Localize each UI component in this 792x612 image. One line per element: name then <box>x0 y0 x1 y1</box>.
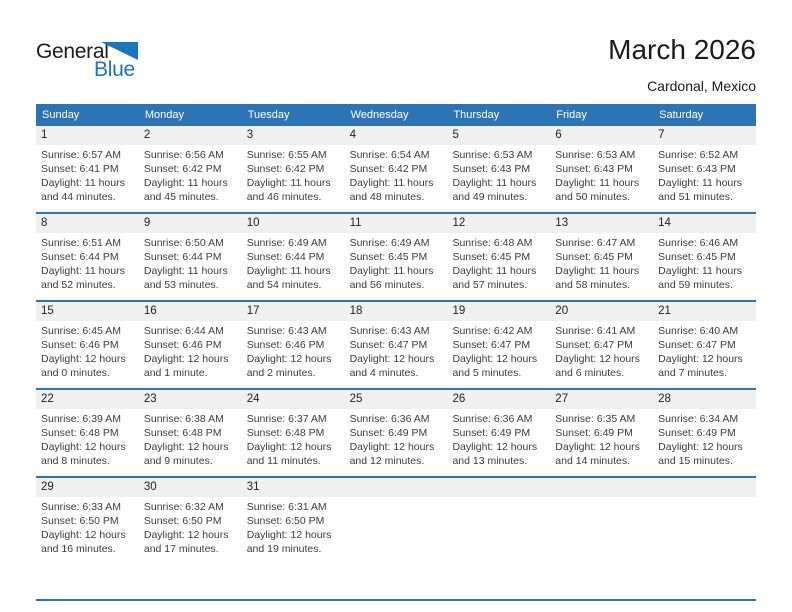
day-detail-line: Sunrise: 6:35 AM <box>555 413 636 425</box>
day-detail-line: and 46 minutes. <box>246 191 322 203</box>
day-number: 22 <box>41 393 54 405</box>
day-detail-line: and 57 minutes. <box>452 279 528 291</box>
day-detail-line: and 9 minutes. <box>143 455 213 467</box>
day-detail-line: Sunset: 6:44 PM <box>41 251 119 263</box>
weekday-header-row <box>36 104 756 126</box>
day-number: 10 <box>246 217 260 229</box>
day-detail-line: Daylight: 12 hours <box>452 353 538 365</box>
weekday-wednesday: Wednesday <box>350 109 409 121</box>
day-number: 12 <box>452 217 466 229</box>
day-cell <box>36 233 139 300</box>
day-detail-line: and 6 minutes. <box>555 367 625 379</box>
day-detail-line: and 15 minutes. <box>658 455 733 467</box>
day-detail-line: and 17 minutes. <box>143 543 219 555</box>
day-number: 9 <box>143 217 151 229</box>
empty-day-number <box>345 478 448 497</box>
day-cell <box>36 409 139 476</box>
day-detail-line: Daylight: 11 hours <box>452 265 537 277</box>
day-cell <box>139 233 242 300</box>
day-details-row <box>36 145 756 212</box>
day-detail-line: and 16 minutes. <box>41 543 116 555</box>
day-detail-line: Daylight: 12 hours <box>246 529 332 541</box>
day-number: 24 <box>246 393 260 405</box>
day-detail-line: Sunset: 6:50 PM <box>246 515 325 527</box>
day-cell <box>653 145 756 212</box>
day-detail-line: Sunrise: 6:42 AM <box>452 325 533 337</box>
calendar-table <box>36 104 756 564</box>
day-number: 8 <box>41 217 48 229</box>
day-number: 13 <box>555 217 569 229</box>
day-detail-line: Sunrise: 6:43 AM <box>349 325 430 337</box>
day-detail-line: Sunset: 6:49 PM <box>658 427 736 439</box>
day-detail-line: Sunrise: 6:38 AM <box>143 413 224 425</box>
day-detail-line: and 59 minutes. <box>658 279 733 291</box>
day-cell <box>36 497 139 564</box>
day-number: 18 <box>349 305 363 317</box>
day-detail-line: Sunrise: 6:36 AM <box>452 413 533 425</box>
day-cell <box>36 321 139 388</box>
day-detail-line: Sunset: 6:43 PM <box>555 163 633 175</box>
day-detail-line: Sunset: 6:45 PM <box>349 251 428 263</box>
day-detail-line: Sunrise: 6:44 AM <box>143 325 224 337</box>
day-detail-line: Daylight: 12 hours <box>143 529 229 541</box>
empty-day-cell <box>550 497 653 564</box>
day-detail-line: Sunrise: 6:34 AM <box>658 413 739 425</box>
day-number: 14 <box>658 217 671 229</box>
day-detail-line: Sunset: 6:43 PM <box>658 163 736 175</box>
day-cell <box>139 409 242 476</box>
day-detail-line: Daylight: 12 hours <box>555 441 640 453</box>
day-details-row <box>36 321 756 388</box>
day-detail-line: Sunset: 6:49 PM <box>349 427 428 439</box>
day-detail-line: Sunset: 6:44 PM <box>246 251 325 263</box>
week-row <box>36 476 756 564</box>
day-number: 6 <box>555 129 562 141</box>
day-number-band <box>36 302 756 321</box>
day-detail-line: and 19 minutes. <box>246 543 322 555</box>
day-detail-line: Sunrise: 6:49 AM <box>246 237 327 249</box>
day-detail-line: Daylight: 11 hours <box>349 177 434 189</box>
general-blue-logo <box>36 40 186 88</box>
logo-text-blue: Blue <box>94 58 135 81</box>
day-detail-line: Sunrise: 6:33 AM <box>41 501 121 513</box>
day-cell <box>653 233 756 300</box>
day-detail-line: Daylight: 11 hours <box>41 177 125 189</box>
day-cell <box>242 233 345 300</box>
day-detail-line: Daylight: 11 hours <box>41 265 125 277</box>
day-number: 1 <box>41 129 48 141</box>
day-cell <box>447 233 550 300</box>
day-cell <box>447 409 550 476</box>
day-detail-line: Sunset: 6:42 PM <box>143 163 222 175</box>
day-detail-line: and 45 minutes. <box>143 191 219 203</box>
day-number: 19 <box>452 305 466 317</box>
day-detail-line: and 4 minutes. <box>349 367 419 379</box>
day-detail-line: and 14 minutes. <box>555 455 631 467</box>
day-number: 21 <box>658 305 671 317</box>
day-detail-line: and 44 minutes. <box>41 191 116 203</box>
day-detail-line: Sunset: 6:47 PM <box>349 339 428 351</box>
day-number: 25 <box>349 393 363 405</box>
day-number: 27 <box>555 393 569 405</box>
day-number: 28 <box>658 393 671 405</box>
day-detail-line: Sunset: 6:46 PM <box>246 339 325 351</box>
day-detail-line: Sunrise: 6:52 AM <box>658 149 739 161</box>
day-detail-line: Daylight: 11 hours <box>555 177 640 189</box>
day-number-band <box>36 214 756 233</box>
weekday-monday: Monday <box>144 109 184 121</box>
day-detail-line: and 49 minutes. <box>452 191 528 203</box>
day-cell <box>550 321 653 388</box>
day-cell <box>242 321 345 388</box>
day-detail-line: and 54 minutes. <box>246 279 322 291</box>
day-detail-line: Daylight: 12 hours <box>658 353 743 365</box>
day-cell <box>139 497 242 564</box>
day-detail-line: Sunrise: 6:36 AM <box>349 413 430 425</box>
day-detail-line: Daylight: 11 hours <box>143 177 228 189</box>
day-detail-line: Daylight: 12 hours <box>41 441 126 453</box>
day-number: 31 <box>246 481 260 493</box>
day-detail-line: Daylight: 12 hours <box>143 353 229 365</box>
weekday-tuesday: Tuesday <box>247 109 290 121</box>
day-detail-line: and 51 minutes. <box>658 191 733 203</box>
day-detail-line: Daylight: 12 hours <box>452 441 538 453</box>
day-cell <box>242 409 345 476</box>
week-row <box>36 300 756 388</box>
day-detail-line: and 11 minutes. <box>246 455 321 467</box>
day-details-row <box>36 409 756 476</box>
day-detail-line: and 2 minutes. <box>246 367 316 379</box>
day-detail-line: and 48 minutes. <box>349 191 425 203</box>
day-number: 26 <box>452 393 466 405</box>
weekday-thursday: Thursday <box>453 109 500 121</box>
day-detail-line: Sunset: 6:45 PM <box>555 251 633 263</box>
day-detail-line: and 8 minutes. <box>41 455 110 467</box>
day-detail-line: Sunset: 6:47 PM <box>452 339 531 351</box>
day-detail-line: Daylight: 12 hours <box>143 441 229 453</box>
day-detail-line: Sunset: 6:48 PM <box>246 427 325 439</box>
day-detail-line: Sunrise: 6:50 AM <box>143 237 224 249</box>
day-detail-line: Sunrise: 6:32 AM <box>143 501 224 513</box>
day-number-band <box>36 478 756 497</box>
day-number: 7 <box>658 129 665 141</box>
logo-text-general: General <box>36 40 109 63</box>
day-cell <box>653 409 756 476</box>
day-detail-line: Daylight: 12 hours <box>41 529 126 541</box>
day-detail-line: Sunrise: 6:49 AM <box>349 237 430 249</box>
day-detail-line: and 50 minutes. <box>555 191 631 203</box>
day-detail-line: Sunrise: 6:43 AM <box>246 325 327 337</box>
empty-day-number <box>550 478 653 497</box>
day-number: 3 <box>246 129 254 141</box>
day-detail-line: Sunset: 6:49 PM <box>555 427 633 439</box>
day-detail-line: and 56 minutes. <box>349 279 425 291</box>
day-detail-line: Sunset: 6:41 PM <box>41 163 119 175</box>
day-detail-line: and 12 minutes. <box>349 455 425 467</box>
day-detail-line: Sunset: 6:50 PM <box>143 515 222 527</box>
day-cell <box>550 409 653 476</box>
day-cell <box>345 409 448 476</box>
day-detail-line: Sunset: 6:47 PM <box>658 339 736 351</box>
month-title: March 2026 <box>608 34 756 65</box>
calendar-weeks <box>36 126 756 564</box>
empty-day-cell <box>653 497 756 564</box>
day-number: 20 <box>555 305 569 317</box>
day-detail-line: Daylight: 12 hours <box>658 441 743 453</box>
empty-day-cell <box>447 497 550 564</box>
day-cell <box>242 497 345 564</box>
day-detail-line: Sunrise: 6:56 AM <box>143 149 224 161</box>
day-detail-line: Daylight: 12 hours <box>555 353 640 365</box>
week-row <box>36 212 756 300</box>
day-cell <box>242 145 345 212</box>
day-number: 15 <box>41 305 54 317</box>
day-detail-line: Daylight: 12 hours <box>349 353 435 365</box>
day-cell <box>447 145 550 212</box>
day-detail-line: Sunrise: 6:40 AM <box>658 325 739 337</box>
day-detail-line: Sunset: 6:48 PM <box>143 427 222 439</box>
day-details-row <box>36 233 756 300</box>
day-detail-line: and 52 minutes. <box>41 279 116 291</box>
day-detail-line: Sunrise: 6:57 AM <box>41 149 121 161</box>
day-number-band <box>36 390 756 409</box>
day-detail-line: Sunrise: 6:46 AM <box>658 237 739 249</box>
day-detail-line: Sunset: 6:43 PM <box>452 163 531 175</box>
day-cell <box>345 145 448 212</box>
day-detail-line: Sunset: 6:47 PM <box>555 339 633 351</box>
day-detail-line: Sunrise: 6:45 AM <box>41 325 121 337</box>
location-subtitle: Cardonal, Mexico <box>647 78 756 94</box>
day-cell <box>139 321 242 388</box>
footer-rule <box>36 599 756 601</box>
day-number: 2 <box>143 129 151 141</box>
day-detail-line: Daylight: 11 hours <box>658 265 743 277</box>
week-row <box>36 126 756 212</box>
empty-day-number <box>447 478 550 497</box>
day-detail-line: Daylight: 11 hours <box>349 265 434 277</box>
day-detail-line: Sunrise: 6:53 AM <box>555 149 636 161</box>
day-detail-line: Daylight: 12 hours <box>246 441 332 453</box>
day-detail-line: Daylight: 11 hours <box>452 177 537 189</box>
day-detail-line: Daylight: 11 hours <box>246 177 331 189</box>
day-detail-line: Sunrise: 6:39 AM <box>41 413 121 425</box>
weekday-friday: Friday <box>556 109 587 121</box>
day-number: 11 <box>349 217 362 229</box>
day-cell <box>653 321 756 388</box>
day-detail-line: Sunset: 6:42 PM <box>246 163 325 175</box>
day-detail-line: Sunrise: 6:54 AM <box>349 149 430 161</box>
day-detail-line: Sunset: 6:48 PM <box>41 427 119 439</box>
day-detail-line: Sunrise: 6:41 AM <box>555 325 636 337</box>
day-details-row <box>36 497 756 564</box>
day-detail-line: Sunrise: 6:37 AM <box>246 413 327 425</box>
day-cell <box>345 321 448 388</box>
day-detail-line: Daylight: 11 hours <box>658 177 743 189</box>
day-detail-line: Sunrise: 6:55 AM <box>246 149 327 161</box>
day-detail-line: and 58 minutes. <box>555 279 631 291</box>
day-cell <box>447 321 550 388</box>
day-detail-line: and 53 minutes. <box>143 279 219 291</box>
day-cell <box>36 145 139 212</box>
day-detail-line: Sunset: 6:50 PM <box>41 515 119 527</box>
day-detail-line: Sunset: 6:45 PM <box>658 251 736 263</box>
day-number: 30 <box>143 481 157 493</box>
empty-day-number <box>653 478 756 497</box>
day-detail-line: Daylight: 12 hours <box>349 441 435 453</box>
day-detail-line: Daylight: 12 hours <box>246 353 332 365</box>
day-detail-line: and 1 minute. <box>143 367 208 379</box>
day-number: 17 <box>246 305 260 317</box>
day-detail-line: Sunset: 6:42 PM <box>349 163 428 175</box>
day-number: 29 <box>41 481 54 493</box>
day-cell <box>550 233 653 300</box>
day-detail-line: Daylight: 11 hours <box>555 265 640 277</box>
day-detail-line: Sunrise: 6:31 AM <box>246 501 327 513</box>
day-cell <box>139 145 242 212</box>
day-number: 5 <box>452 129 459 141</box>
day-detail-line: and 5 minutes. <box>452 367 522 379</box>
day-detail-line: Sunrise: 6:51 AM <box>41 237 121 249</box>
day-detail-line: Sunset: 6:49 PM <box>452 427 531 439</box>
day-detail-line: Sunrise: 6:47 AM <box>555 237 636 249</box>
day-number: 16 <box>143 305 157 317</box>
week-row <box>36 388 756 476</box>
day-detail-line: and 0 minutes. <box>41 367 110 379</box>
day-detail-line: Sunset: 6:46 PM <box>41 339 119 351</box>
day-detail-line: Daylight: 12 hours <box>41 353 126 365</box>
day-detail-line: Sunset: 6:44 PM <box>143 251 222 263</box>
weekday-sunday: Sunday <box>42 109 80 121</box>
day-number-band <box>36 126 756 145</box>
day-cell <box>550 145 653 212</box>
day-detail-line: Sunrise: 6:48 AM <box>452 237 533 249</box>
day-detail-line: Sunset: 6:46 PM <box>143 339 222 351</box>
day-cell <box>345 233 448 300</box>
day-detail-line: and 13 minutes. <box>452 455 528 467</box>
day-detail-line: and 7 minutes. <box>658 367 728 379</box>
weekday-saturday: Saturday <box>659 109 704 121</box>
day-detail-line: Sunrise: 6:53 AM <box>452 149 533 161</box>
day-number: 4 <box>349 129 356 141</box>
title-block <box>608 34 756 94</box>
empty-day-cell <box>345 497 448 564</box>
day-detail-line: Sunset: 6:45 PM <box>452 251 531 263</box>
day-detail-line: Daylight: 11 hours <box>143 265 228 277</box>
day-number: 23 <box>143 393 157 405</box>
day-detail-line: Daylight: 11 hours <box>246 265 331 277</box>
